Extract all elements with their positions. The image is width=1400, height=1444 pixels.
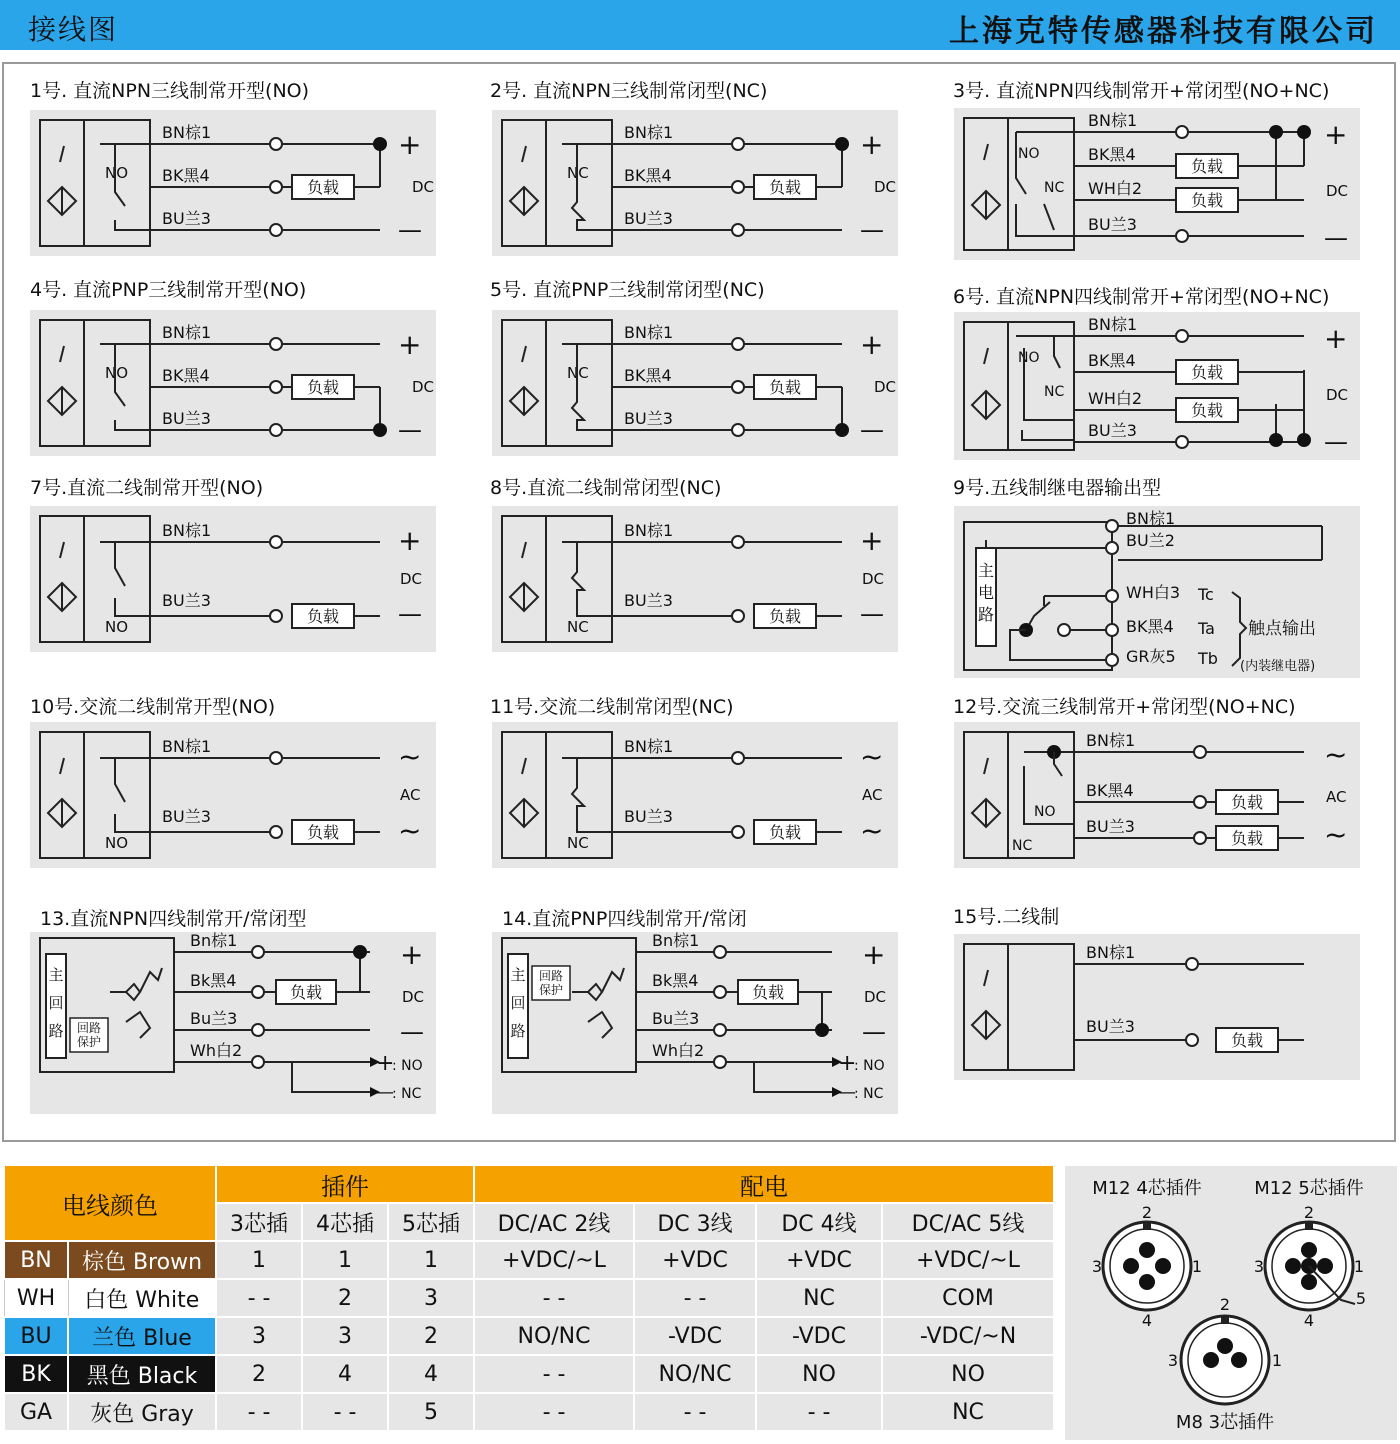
contact-label: NC bbox=[567, 834, 589, 852]
table-cell: +VDC bbox=[634, 1241, 756, 1279]
wiring-diagram-1 bbox=[30, 110, 436, 256]
protect-label: 保护 bbox=[538, 983, 564, 997]
wiring-diagram-5 bbox=[492, 310, 898, 456]
supply-label: DC bbox=[412, 178, 435, 196]
table-cell: -VDC bbox=[756, 1317, 882, 1355]
table-cell: 1 bbox=[388, 1241, 474, 1279]
load-label: 负载 bbox=[768, 823, 802, 842]
plus-sign: + bbox=[400, 938, 424, 971]
wire-label: WH白2 bbox=[1088, 389, 1143, 408]
minus-sign: — bbox=[398, 416, 422, 444]
minus-sign: — bbox=[376, 1082, 394, 1103]
wiring-diagram-6 bbox=[954, 312, 1360, 460]
load-label: 负载 bbox=[306, 823, 340, 842]
table-cell: -VDC/~N bbox=[882, 1317, 1054, 1355]
wire-label: BN棕1 bbox=[1088, 315, 1138, 334]
supply-label: AC bbox=[862, 786, 883, 804]
plus-sign: + bbox=[398, 524, 422, 557]
pin-number: 1 bbox=[1271, 1351, 1283, 1370]
plus-sign: + bbox=[860, 524, 884, 557]
contact-label: NC bbox=[567, 618, 589, 636]
header-wire-color: 电线颜色 bbox=[4, 1165, 216, 1241]
wire-label: WH白3 bbox=[1126, 583, 1181, 602]
diagram-title: 12号.交流三线制常开+常闭型(NO+NC) bbox=[953, 696, 1296, 718]
diagram-svg bbox=[492, 110, 898, 256]
plus-sign: + bbox=[398, 128, 422, 161]
wire-label: BU兰3 bbox=[162, 209, 211, 228]
col-dc-3wire: DC 3线 bbox=[634, 1203, 756, 1241]
wire-label: BU兰3 bbox=[162, 807, 211, 826]
diagram-title: 3号. 直流NPN四线制常开+常闭型(NO+NC) bbox=[953, 80, 1330, 102]
wire-label: GR灰5 bbox=[1126, 647, 1176, 666]
contact-label: NO bbox=[1018, 146, 1040, 162]
wire-color-name: 白色 White bbox=[68, 1279, 216, 1317]
wire-label: BN棕1 bbox=[624, 737, 674, 756]
wire-color-name: 灰色 Gray bbox=[68, 1393, 216, 1431]
wire-label: Bu兰3 bbox=[652, 1009, 700, 1028]
table-cell: 3 bbox=[216, 1317, 302, 1355]
pin-number: 1 bbox=[1353, 1257, 1365, 1276]
minus-sign: — bbox=[1324, 428, 1348, 456]
supply-label: AC bbox=[400, 786, 421, 804]
diagram-title: 14.直流PNP四线制常开/常闭 bbox=[502, 908, 747, 930]
table-cell: 3 bbox=[388, 1279, 474, 1317]
table-cell: - - bbox=[634, 1393, 756, 1431]
supply-label: DC bbox=[412, 378, 435, 396]
wire-label: Bk黑4 bbox=[190, 971, 237, 990]
diagram-svg bbox=[30, 310, 436, 456]
plus-sign: + bbox=[1324, 322, 1348, 355]
company-name: 上海克特传感器科技有限公司 bbox=[949, 14, 1378, 49]
connector-pinouts bbox=[1065, 1166, 1397, 1440]
header-power: 配电 bbox=[474, 1165, 1054, 1203]
main-circuit-label: 路 bbox=[977, 605, 995, 624]
load-label: 负载 bbox=[289, 983, 323, 1002]
table-cell: - - bbox=[756, 1393, 882, 1431]
diagram-svg bbox=[954, 312, 1360, 460]
contact-label: NO bbox=[105, 364, 129, 382]
main-circuit-label: 主 bbox=[510, 966, 526, 984]
table-cell: NC bbox=[756, 1279, 882, 1317]
wire-code: GA bbox=[4, 1393, 68, 1431]
table-row bbox=[4, 1241, 1054, 1279]
wire-label: BN棕1 bbox=[1086, 731, 1136, 750]
minus-sign: — bbox=[398, 216, 422, 244]
load-label: 负载 bbox=[1230, 1031, 1264, 1050]
output-nc: : NC bbox=[392, 1086, 422, 1102]
diagram-svg bbox=[492, 506, 898, 652]
load-label: 负载 bbox=[751, 983, 785, 1002]
supply-label: DC bbox=[874, 178, 897, 196]
table-cell: 4 bbox=[302, 1355, 388, 1393]
diagram-title: 15号.二线制 bbox=[953, 906, 1060, 928]
supply-label: DC bbox=[400, 570, 423, 588]
diagram-title: 5号. 直流PNP三线制常闭型(NC) bbox=[490, 279, 765, 301]
load-label: 负载 bbox=[768, 178, 802, 197]
wire-label: BK黑4 bbox=[162, 366, 210, 385]
wiring-diagram-2 bbox=[492, 110, 898, 256]
pin-number: 3 bbox=[1253, 1257, 1265, 1276]
load-label: 负载 bbox=[768, 607, 802, 626]
table-cell: 1 bbox=[302, 1241, 388, 1279]
wire-label: BK黑4 bbox=[1126, 617, 1174, 636]
supply-label: AC bbox=[1326, 788, 1347, 806]
wire-label: BU兰3 bbox=[624, 409, 673, 428]
wire-label: Bn棕1 bbox=[652, 932, 700, 950]
table-cell: 4 bbox=[388, 1355, 474, 1393]
table-row bbox=[4, 1355, 1054, 1393]
wire-label: BN棕1 bbox=[624, 521, 674, 540]
wiring-diagram-9 bbox=[954, 506, 1360, 678]
table-cell: 3 bbox=[302, 1317, 388, 1355]
load-label: 负载 bbox=[306, 178, 340, 197]
supply-label: DC bbox=[874, 378, 897, 396]
wire-label: Wh白2 bbox=[190, 1041, 243, 1060]
table-cell: 1 bbox=[216, 1241, 302, 1279]
contact-label: NC bbox=[567, 164, 589, 182]
wire-label: BU兰3 bbox=[624, 591, 673, 610]
contact-label: NC bbox=[1044, 384, 1065, 400]
col-4pin: 4芯插 bbox=[302, 1203, 388, 1241]
table-cell: +VDC bbox=[756, 1241, 882, 1279]
wire-label: BU兰3 bbox=[624, 807, 673, 826]
minus-sign: — bbox=[400, 1018, 424, 1046]
terminal-label: Ta bbox=[1198, 619, 1215, 638]
wire-label: Wh白2 bbox=[652, 1041, 705, 1060]
header-bar bbox=[0, 0, 1400, 50]
table-cell: NO/NC bbox=[634, 1355, 756, 1393]
table-row bbox=[4, 1393, 1054, 1431]
col-5pin: 5芯插 bbox=[388, 1203, 474, 1241]
wire-label: BN棕1 bbox=[162, 323, 212, 342]
main-circuit-label: 回 bbox=[48, 994, 64, 1012]
load-label: 负载 bbox=[306, 607, 340, 626]
output-no: : NO bbox=[854, 1058, 885, 1074]
table-cell: - - bbox=[474, 1393, 634, 1431]
wire-label: WH白2 bbox=[1088, 179, 1143, 198]
output-note: (内装继电器) bbox=[1240, 659, 1316, 674]
wire-code: BK bbox=[4, 1355, 68, 1393]
diagram-title: 11号.交流二线制常闭型(NC) bbox=[490, 696, 734, 718]
connector-label: M8 3芯插件 bbox=[1175, 1412, 1275, 1433]
output-nc: : NC bbox=[854, 1086, 884, 1102]
plus-sign: + bbox=[838, 1051, 857, 1076]
wire-label: BU兰2 bbox=[1126, 531, 1175, 550]
wire-color-table bbox=[3, 1164, 1055, 1432]
table-cell: - - bbox=[216, 1393, 302, 1431]
minus-sign: — bbox=[862, 1018, 886, 1046]
output-no: : NO bbox=[392, 1058, 423, 1074]
minus-sign: — bbox=[1324, 224, 1348, 252]
table-cell: COM bbox=[882, 1279, 1054, 1317]
load-label: 负载 bbox=[1230, 793, 1264, 812]
wiring-diagram-12 bbox=[954, 722, 1360, 868]
contact-label: NO bbox=[105, 834, 129, 852]
minus-sign: — bbox=[860, 600, 884, 628]
plus-sign: + bbox=[398, 328, 422, 361]
plus-sign: + bbox=[376, 1051, 395, 1076]
plus-sign: + bbox=[862, 938, 886, 971]
table-cell: - - bbox=[216, 1279, 302, 1317]
supply-label: DC bbox=[402, 988, 425, 1006]
pin-number: 2 bbox=[1141, 1203, 1153, 1222]
table-cell: 5 bbox=[388, 1393, 474, 1431]
protect-label: 回路 bbox=[538, 969, 564, 983]
wire-code: WH bbox=[4, 1279, 68, 1317]
wire-label: BN棕1 bbox=[624, 123, 674, 142]
wire-label: BN棕1 bbox=[162, 521, 212, 540]
contact-label: NO bbox=[1018, 350, 1040, 366]
main-circuit-label: 路 bbox=[510, 1022, 526, 1040]
wire-label: BU兰3 bbox=[162, 591, 211, 610]
contact-label: NO bbox=[105, 164, 129, 182]
col-dcac-2wire: DC/AC 2线 bbox=[474, 1203, 634, 1241]
diagram-svg bbox=[954, 506, 1360, 678]
diagram-svg bbox=[30, 722, 436, 868]
diagram-svg bbox=[30, 506, 436, 652]
wire-label: BK黑4 bbox=[624, 166, 672, 185]
load-label: 负载 bbox=[1230, 829, 1264, 848]
diagram-svg bbox=[30, 932, 436, 1114]
supply-label: DC bbox=[862, 570, 885, 588]
table-cell: +VDC/~L bbox=[882, 1241, 1054, 1279]
wiring-diagram-11 bbox=[492, 722, 898, 868]
diagram-svg bbox=[492, 722, 898, 868]
pin-number: 4 bbox=[1303, 1311, 1315, 1330]
wire-label: BK黑4 bbox=[1088, 351, 1136, 370]
protect-label: 保护 bbox=[76, 1035, 102, 1049]
header-plug: 插件 bbox=[216, 1165, 474, 1203]
wire-label: Bu兰3 bbox=[190, 1009, 238, 1028]
diagram-title: 2号. 直流NPN三线制常闭型(NC) bbox=[490, 80, 768, 102]
wiring-diagram-13 bbox=[30, 932, 436, 1114]
table-cell: NO bbox=[756, 1355, 882, 1393]
col-dc-4wire: DC 4线 bbox=[756, 1203, 882, 1241]
minus-sign: — bbox=[860, 216, 884, 244]
pin-number: 2 bbox=[1219, 1295, 1231, 1314]
wire-color-name: 黑色 Black bbox=[68, 1355, 216, 1393]
table-cell: -VDC bbox=[634, 1317, 756, 1355]
wire-label: BN棕1 bbox=[1126, 509, 1176, 528]
plus-sign: + bbox=[860, 328, 884, 361]
load-label: 负载 bbox=[1190, 401, 1224, 420]
diagram-svg bbox=[954, 108, 1360, 260]
diagram-title: 13.直流NPN四线制常开/常闭型 bbox=[40, 908, 307, 930]
plus-sign: + bbox=[1324, 118, 1348, 151]
wiring-diagram-14 bbox=[492, 932, 898, 1114]
wire-label: Bk黑4 bbox=[652, 971, 699, 990]
contact-label: NO bbox=[105, 618, 129, 636]
plus-sign: + bbox=[860, 128, 884, 161]
table-cell: NO bbox=[882, 1355, 1054, 1393]
supply-label: DC bbox=[1326, 182, 1349, 200]
pin-number: 4 bbox=[1141, 1311, 1153, 1330]
load-label: 负载 bbox=[1190, 363, 1224, 382]
supply-label: DC bbox=[1326, 386, 1349, 404]
pin-number: 1 bbox=[1191, 1257, 1203, 1276]
table-cell: - - bbox=[474, 1355, 634, 1393]
contact-label: NC bbox=[567, 364, 589, 382]
diagram-title: 9号.五线制继电器输出型 bbox=[953, 477, 1162, 499]
diagram-title: 8号.直流二线制常闭型(NC) bbox=[490, 477, 722, 499]
diagram-svg bbox=[492, 310, 898, 456]
load-label: 负载 bbox=[768, 378, 802, 397]
diagram-title: 7号.直流二线制常开型(NO) bbox=[30, 477, 264, 499]
main-circuit-label: 回 bbox=[510, 994, 526, 1012]
main-circuit-label: 电 bbox=[977, 583, 995, 602]
table-row bbox=[4, 1279, 1054, 1317]
wire-label: BN棕1 bbox=[162, 123, 212, 142]
load-label: 负载 bbox=[1190, 157, 1224, 176]
pin-number: 2 bbox=[1303, 1203, 1315, 1222]
ac-sign: ~ bbox=[860, 740, 884, 773]
wiring-diagram-4 bbox=[30, 310, 436, 456]
table-cell: - - bbox=[302, 1393, 388, 1431]
protect-label: 回路 bbox=[76, 1021, 102, 1035]
wire-color-name: 棕色 Brown bbox=[68, 1241, 216, 1279]
diagram-svg bbox=[30, 110, 436, 256]
col-3pin: 3芯插 bbox=[216, 1203, 302, 1241]
wire-label: BN棕1 bbox=[162, 737, 212, 756]
contact-label: NO bbox=[1034, 804, 1056, 820]
pin-number: 5 bbox=[1355, 1289, 1367, 1308]
terminal-label: Tb bbox=[1198, 649, 1218, 668]
diagram-title: 4号. 直流PNP三线制常开型(NO) bbox=[30, 279, 307, 301]
wire-label: BU兰3 bbox=[1086, 817, 1135, 836]
wire-label: BU兰3 bbox=[624, 209, 673, 228]
wire-label: BN棕1 bbox=[1086, 943, 1136, 962]
pin-number: 3 bbox=[1091, 1257, 1103, 1276]
table-cell: 2 bbox=[216, 1355, 302, 1393]
diagram-svg bbox=[954, 934, 1360, 1080]
wire-label: BK黑4 bbox=[624, 366, 672, 385]
wire-label: Bn棕1 bbox=[190, 932, 238, 950]
wire-label: BK黑4 bbox=[1086, 781, 1134, 800]
diagram-title: 10号.交流二线制常开型(NO) bbox=[30, 696, 276, 718]
ac-sign: ~ bbox=[398, 740, 422, 773]
table-cell: 2 bbox=[302, 1279, 388, 1317]
main-circuit-label: 主 bbox=[48, 966, 64, 984]
contact-label: NC bbox=[1044, 180, 1065, 196]
load-label: 负载 bbox=[1190, 191, 1224, 210]
wire-label: BU兰3 bbox=[1086, 1017, 1135, 1036]
wiring-diagram-3 bbox=[954, 108, 1360, 260]
table-cell: NO/NC bbox=[474, 1317, 634, 1355]
diagram-svg bbox=[492, 932, 898, 1114]
wire-label: BK黑4 bbox=[1088, 145, 1136, 164]
wire-code: BU bbox=[4, 1317, 68, 1355]
page-title: 接线图 bbox=[28, 13, 119, 46]
diagram-svg bbox=[954, 722, 1360, 868]
ac-sign: ~ bbox=[398, 814, 422, 847]
wire-label: BN棕1 bbox=[624, 323, 674, 342]
diagram-title: 1号. 直流NPN三线制常开型(NO) bbox=[30, 80, 310, 102]
output-label: 触点输出 bbox=[1248, 619, 1316, 639]
contact-label: NC bbox=[1012, 838, 1033, 854]
wire-code: BN bbox=[4, 1241, 68, 1279]
wiring-diagram-7 bbox=[30, 506, 436, 652]
connector-label: M12 5芯插件 bbox=[1254, 1178, 1364, 1199]
table-cell: +VDC/~L bbox=[474, 1241, 634, 1279]
ac-sign: ~ bbox=[1324, 818, 1348, 851]
minus-sign: — bbox=[838, 1082, 856, 1103]
wire-label: BU兰3 bbox=[162, 409, 211, 428]
ac-sign: ~ bbox=[1324, 738, 1348, 771]
table-cell: - - bbox=[474, 1279, 634, 1317]
col-dcac-5wire: DC/AC 5线 bbox=[882, 1203, 1054, 1241]
ac-sign: ~ bbox=[860, 814, 884, 847]
main-circuit-label: 路 bbox=[48, 1022, 64, 1040]
table-cell: - - bbox=[634, 1279, 756, 1317]
wire-color-name: 兰色 Blue bbox=[68, 1317, 216, 1355]
minus-sign: — bbox=[860, 416, 884, 444]
wire-label: BU兰3 bbox=[1088, 215, 1137, 234]
wiring-diagram-10 bbox=[30, 722, 436, 868]
wiring-diagram-15 bbox=[954, 934, 1360, 1080]
wiring-diagram-8 bbox=[492, 506, 898, 652]
pin-number: 3 bbox=[1167, 1351, 1179, 1370]
wire-label: BN棕1 bbox=[1088, 111, 1138, 130]
table-cell: 2 bbox=[388, 1317, 474, 1355]
wire-label: BU兰3 bbox=[1088, 421, 1137, 440]
terminal-label: Tc bbox=[1198, 585, 1214, 604]
table-cell: NC bbox=[882, 1393, 1054, 1431]
connector-label: M12 4芯插件 bbox=[1092, 1178, 1202, 1199]
load-label: 负载 bbox=[306, 378, 340, 397]
table-row bbox=[4, 1317, 1054, 1355]
main-circuit-label: 主 bbox=[977, 561, 995, 580]
minus-sign: — bbox=[398, 600, 422, 628]
diagram-title: 6号. 直流NPN四线制常开+常闭型(NO+NC) bbox=[953, 286, 1330, 308]
supply-label: DC bbox=[864, 988, 887, 1006]
wire-label: BK黑4 bbox=[162, 166, 210, 185]
